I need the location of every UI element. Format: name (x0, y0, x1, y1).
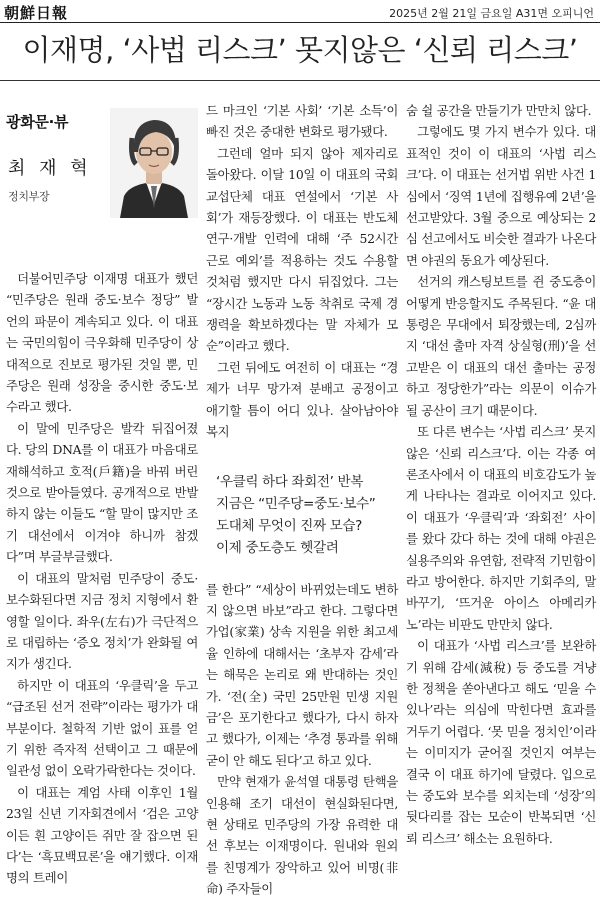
body-column-1 (6, 100, 198, 889)
byline (6, 134, 198, 268)
body-paragraph: 그런데 얼마 되지 않아 제자리로 돌아왔다. 이달 10일 이 대표의 국회 교섭단체 대표 연설에서 ‘기본 사회’가 재등장했다. 이 대표는 반도체 연구·개발 인력에 대해 ‘주 52시간 근로 예외’를 적용하는 것도 수용할 것처럼 했지만 다시 뒤집었다. 그는 “장시간 노동과 노동 착취로 국제 경쟁력을 확보하겠다는 말 자체가 모순”이라고 했다. (206, 145, 398, 354)
body-paragraph: 이 말에 민주당은 발칵 뒤집어졌다. 당의 DNA를 이 대표가 마음대로 재해석하고 호적(戶籍)을 바꿔 버린 것으로 받아들였다. 공개적으로 반발하지 않는 이들도 “할 말이 많지만 조기 대선에서 이겨야 하니까 참겠다”며 부글부글했다. (6, 420, 198, 565)
body-paragraph: 드 마크인 ‘기본 사회’ ‘기본 소득’이 빠진 것은 중대한 변화로 평가됐다. (206, 103, 398, 140)
pull-quote-line: 도대체 무엇이 진짜 모습? (216, 517, 362, 534)
body-paragraph: 숨 쉴 공간을 만들기가 만만치 않다. (406, 103, 592, 118)
pull-quote-line: ‘우클릭 하다 좌회전’ 반복 (216, 473, 363, 490)
author-photo (110, 108, 198, 218)
body-paragraph: 만약 현재가 윤석열 대통령 탄핵을 인용해 조기 대선이 현실화된다면, 현 상태로 민주당의 가장 유력한 대선 후보는 이재명이다. 원내와 원외를 친명계가 장악하고 있어 비명(非命) 주자들이 (206, 774, 398, 897)
author-title: 정치부장 (8, 190, 50, 203)
pull-quote-line: 이제 중도층도 헷갈려 (216, 539, 339, 556)
author-name: 최 재 혁 (8, 158, 92, 179)
pull-quote-line: 지금은 “민주당=중도·보수” (216, 495, 376, 512)
headline: 이재명, ‘사법 리스크’ 못지않은 ‘신뢰 리스크’ (22, 33, 578, 67)
body-paragraph: 이 대표의 말처럼 민주당이 중도·보수화된다면 지금 정치 지형에서 환영할 일이다. 좌우(左右)가 극단적으로 대립하는 ‘증오 정치’가 완화될 여지가 생긴다. (6, 570, 198, 672)
body-column-2 (206, 100, 398, 900)
masthead (0, 0, 600, 23)
body-paragraph: 선거의 캐스팅보트를 쥔 중도층이 어떻게 반응할지도 주목된다. “윤 대통령은 무대에서 퇴장했는데, 2심까지 ‘대선 출마 자격 상실형(刑)’을 선고받은 이 대표의 대선 출마는 공정하고 정당한가”라는 의문이 이슈가 될 공산이 크기 때문이다. (406, 274, 596, 418)
headline-rule (0, 80, 600, 81)
body-paragraph: 를 한다” “세상이 바뀌었는데도 변하지 않으면 바보”라고 한다. 그렇다면 가업(家業) 상속 지원을 위한 최고세율 인하에 대해서는 ‘초부자 감세’라는 해묵은 논리로 왜 반대하는 것인가. ‘전(全) 국민 25만원 민생 지원금’은 포기한다고 했다가, 다시 하자고 했다가, 이제는 ‘추경 통과를 위해 굳이 안 해도 된다’고 하고 있다. (206, 581, 398, 768)
newspaper-logo: 朝鮮日報 (4, 4, 69, 22)
body-paragraph: 이 대표는 계엄 사태 이후인 1월 23일 신년 기자회견에서 ‘검은 고양이든 흰 고양이든 쥐만 잘 잡으면 된다’는 ‘흑묘백묘론’을 얘기했다. 이재명의 트레이 (6, 784, 198, 886)
body-paragraph: 또 다른 변수는 ‘사법 리스크’ 못지않은 ‘신뢰 리스크’다. 이는 각종 여론조사에서 이 대표의 비호감도가 높게 나타나는 결과로 이어지고 있다. 이 대표가 ‘우클릭’과 ‘좌회전’ 사이를 왔다 갔다 하는 것에 대해 야권은 실용주의와 유연함, 전략적 기민함이라고 방어한다. 하지만 기회주의, 말 바꾸기, ‘뜨거운 아이스 아메리카노’라는 비판도 만만치 않다. (406, 424, 596, 632)
pull-quote (206, 471, 398, 559)
body-paragraph: 하지만 이 대표의 ‘우클릭’을 두고 “급조된 선거 전략”이라는 평가가 대부분이다. 철학적 기반 없이 표를 얻기 위한 즉자적 선택이고 그 때문에 일관성 없이 오락가락한다는 것이다. (6, 677, 198, 779)
body-paragraph: 그런 뒤에도 여전히 이 대표는 “경제가 너무 망가져 분배고 공정이고 애기할 틈이 어디 있나. 살아남아야 복지 (206, 359, 398, 440)
body-paragraph: 이 대표가 ‘사법 리스크’를 보완하기 위해 감세(減稅) 등 중도를 겨냥한 정책을 쏟아낸다고 해도 ‘믿을 수 있나’라는 의심에 막힌다면 효과를 거두기 어렵다. ‘못 믿을 정치인’이라는 이미지가 굳어질 것인지 여부는 결국 이 대표 하기에 달렸다. 입으로는 중도와 보수를 외치는데 ‘성장’의 뒷다리를 잡는 모순이 반복되면 ‘신뢰 리스크’ 해소는 요원하다. (406, 638, 596, 846)
column-section-label: 광화문·뷰 (6, 113, 69, 131)
body-paragraph: 그렇에도 몇 가지 변수가 있다. 대표적인 것이 이 대표의 ‘사법 리스크’다. 이 대표는 선거법 위반 사건 1심에서 ‘징역 1년에 집행유예 2년’을 선고받았다. 3월 중으로 예상되는 2심 선고에서도 비슷한 결과가 나온다면 야권의 동요가 예상된다. (406, 124, 596, 268)
body-column-3 (406, 100, 596, 849)
dateline: 2025년 2월 21일 금요일 A31면 오피니언 (389, 7, 594, 20)
body-paragraph: 더불어민주당 이재명 대표가 했던 “민주당은 원래 중도·보수 정당” 발언의 파문이 계속되고 있다. 이 대표는 국민의힘이 극우화해 민주당이 상대적으로 진보로 평가된 것일 뿐, 민주당은 원래 성장을 중시한 중도·보수라고 했다. (6, 271, 198, 415)
